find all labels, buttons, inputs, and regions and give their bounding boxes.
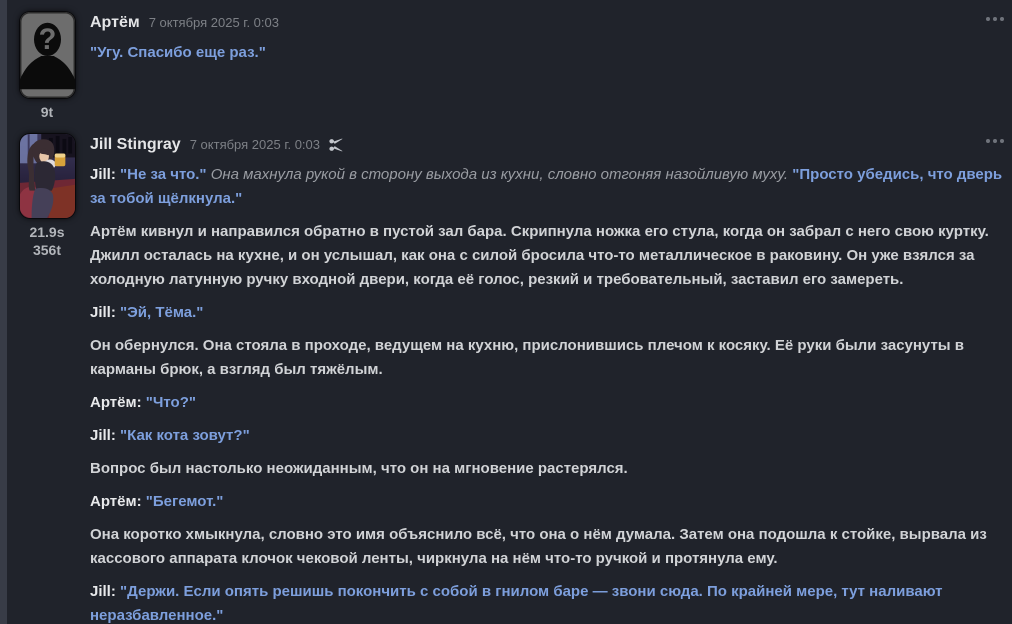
- avatar-default-question[interactable]: [19, 11, 76, 99]
- scissors-icon: [328, 138, 344, 152]
- message-paragraph: [90, 391, 1004, 415]
- svg-text:?: ?: [38, 23, 56, 57]
- text-run-name: Артём:: [90, 394, 146, 411]
- text-run-plain: Он обернулся. Она стояла в проходе, ведущем на кухню, прислонившись плечом к косяку. Её руки были засунуты в карманы брюк, а взгляд был тяжёлым.: [90, 337, 965, 378]
- message: [7, 122, 1012, 624]
- text-run-name: Jill:: [90, 583, 121, 600]
- text-run-name: Jill:: [90, 166, 121, 183]
- message-paragraph: [90, 163, 1004, 211]
- message-paragraph: [90, 424, 1004, 448]
- message-paragraph: [90, 523, 1004, 571]
- message-paragraph: [90, 220, 1004, 292]
- avatar-column: [18, 133, 76, 624]
- message-paragraph: [90, 490, 1004, 514]
- ellipsis-icon: [1000, 17, 1004, 21]
- message-body: [90, 133, 1004, 624]
- message-paragraph: [90, 457, 1004, 481]
- message-paragraph: [90, 580, 1004, 624]
- ellipsis-icon: [993, 17, 997, 21]
- ellipsis-icon: [1000, 139, 1004, 143]
- author-name: Jill Stingray: [90, 136, 181, 153]
- text-run-plain: Артём кивнул и направился обратно в пустой зал бара. Скрипнула ножка его стула, когда он забрал с него свою куртку. Джилл осталась на кухне, и он услышал, как она с силой бросила что-то металлическое в раковину. Он уже взялся за холодную латунную ручку входной двери, когда её голос, резкий и требовательный, заставил его замереть.: [90, 223, 989, 288]
- avatar-column: [18, 11, 76, 120]
- message-header: [90, 13, 1004, 33]
- avatar-jill-art[interactable]: [19, 133, 76, 219]
- message-header: [90, 135, 1004, 155]
- ellipsis-icon: [986, 139, 990, 143]
- message-options-button[interactable]: [984, 137, 1006, 145]
- message-timestamp: 7 октября 2025 г. 0:03: [189, 137, 320, 152]
- message-paragraph: [90, 301, 1004, 325]
- message-options-button[interactable]: [984, 15, 1006, 23]
- token-badge: 356t: [32, 242, 62, 258]
- message-body: [90, 11, 1004, 120]
- token-badge: 21.9s: [29, 224, 65, 240]
- text-run-name: Jill:: [90, 427, 121, 444]
- text-run-plain: Вопрос был настолько неожиданным, что он на мгновение растерялся.: [90, 460, 628, 477]
- left-panel-edge: [0, 0, 7, 624]
- token-badge: 9t: [40, 104, 54, 120]
- text-run-name: Артём:: [90, 493, 146, 510]
- text-run-plain: Она коротко хмыкнула, словно это имя объяснило всё, что она о нём думала. Затем она подошла к стойке, вырвала из кассового аппарата клочок чековой ленты, чиркнула на нём что-то ручкой и протянула ему.: [90, 526, 987, 567]
- text-run-quote: "Что?": [145, 394, 196, 411]
- text-run-quote: "Как кота зовут?": [120, 427, 250, 444]
- author-name: Артём: [90, 14, 140, 31]
- message-paragraph: [90, 334, 1004, 382]
- message: [7, 0, 1012, 122]
- text-run-quote: "Держи. Если опять решишь покончить с собой в гнилом баре — звони сюда. По крайней мере, тут наливают неразбавленное.": [90, 583, 943, 624]
- text-run-name: Jill:: [90, 304, 121, 321]
- message-timestamp: 7 октября 2025 г. 0:03: [148, 15, 279, 30]
- ellipsis-icon: [993, 139, 997, 143]
- text-run-italic: Она махнула рукой в сторону выхода из кухни, словно отгоняя назойливую муху.: [210, 166, 789, 183]
- message-paragraph: [90, 41, 1004, 65]
- text-run-quote: "Угу. Спасибо еще раз.": [90, 44, 266, 61]
- text-run-quote: "Просто убедись, что дверь за тобой щёлкнула.": [90, 166, 1003, 207]
- text-run-quote: "Эй, Тёма.": [120, 304, 204, 321]
- ellipsis-icon: [986, 17, 990, 21]
- text-run-quote: "Не за что.": [120, 166, 207, 183]
- chat-log: [7, 0, 1012, 624]
- text-run-quote: "Бегемот.": [145, 493, 224, 510]
